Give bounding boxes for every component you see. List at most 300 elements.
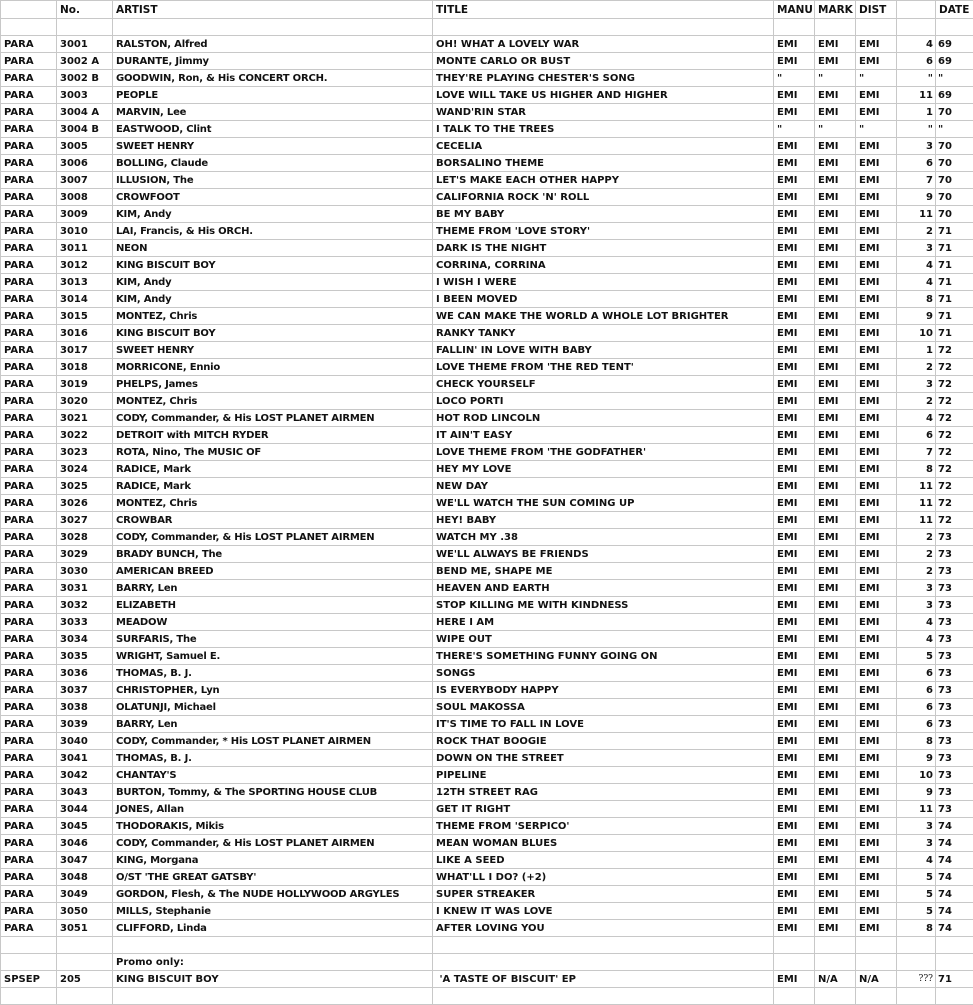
cell-label[interactable]: PARA bbox=[1, 614, 57, 631]
cell-label[interactable]: PARA bbox=[1, 631, 57, 648]
cell-artist[interactable]: BARRY, Len bbox=[113, 580, 433, 597]
cell-title[interactable]: PIPELINE bbox=[433, 767, 774, 784]
cell-label[interactable]: PARA bbox=[1, 750, 57, 767]
cell-artist[interactable]: CODY, Commander, & His LOST PLANET AIRMEN bbox=[113, 835, 433, 852]
cell-year[interactable]: 73 bbox=[936, 631, 973, 648]
cell-year[interactable]: 71 bbox=[936, 971, 973, 988]
cell-manu[interactable]: EMI bbox=[774, 308, 815, 325]
cell-dist[interactable]: EMI bbox=[856, 546, 897, 563]
empty-cell[interactable] bbox=[57, 19, 113, 36]
cell-year[interactable]: 72 bbox=[936, 393, 973, 410]
cell-month[interactable]: 6 bbox=[897, 716, 936, 733]
cell-month[interactable]: 1 bbox=[897, 342, 936, 359]
cell-title[interactable]: BEND ME, SHAPE ME bbox=[433, 563, 774, 580]
cell-dist[interactable]: EMI bbox=[856, 852, 897, 869]
cell-dist[interactable]: EMI bbox=[856, 563, 897, 580]
cell-title[interactable]: WAND'RIN STAR bbox=[433, 104, 774, 121]
cell-manu[interactable]: EMI bbox=[774, 750, 815, 767]
empty-cell[interactable] bbox=[815, 937, 856, 954]
empty-cell[interactable] bbox=[815, 954, 856, 971]
cell-artist[interactable]: DETROIT with MITCH RYDER bbox=[113, 427, 433, 444]
cell-label[interactable]: PARA bbox=[1, 580, 57, 597]
cell-title[interactable]: SOUL MAKOSSA bbox=[433, 699, 774, 716]
cell-artist[interactable]: CHANTAY'S bbox=[113, 767, 433, 784]
cell-mark[interactable]: EMI bbox=[815, 767, 856, 784]
cell-label[interactable]: PARA bbox=[1, 444, 57, 461]
cell-manu[interactable]: EMI bbox=[774, 240, 815, 257]
cell-label[interactable]: PARA bbox=[1, 138, 57, 155]
cell-number[interactable]: 3038 bbox=[57, 699, 113, 716]
empty-cell[interactable] bbox=[433, 937, 774, 954]
cell-label[interactable]: PARA bbox=[1, 665, 57, 682]
cell-mark[interactable]: EMI bbox=[815, 699, 856, 716]
cell-manu[interactable]: EMI bbox=[774, 665, 815, 682]
cell-artist[interactable]: KING BISCUIT BOY bbox=[113, 257, 433, 274]
cell-title[interactable]: SONGS bbox=[433, 665, 774, 682]
cell-artist[interactable]: MORRICONE, Ennio bbox=[113, 359, 433, 376]
cell-month[interactable]: 5 bbox=[897, 886, 936, 903]
cell-label[interactable]: PARA bbox=[1, 920, 57, 937]
cell-number[interactable]: 3034 bbox=[57, 631, 113, 648]
cell-title[interactable]: MONTE CARLO OR BUST bbox=[433, 53, 774, 70]
cell-number[interactable]: 3019 bbox=[57, 376, 113, 393]
cell-number[interactable]: 3004 A bbox=[57, 104, 113, 121]
cell-number[interactable]: 3035 bbox=[57, 648, 113, 665]
cell-month[interactable]: 7 bbox=[897, 172, 936, 189]
empty-cell[interactable] bbox=[57, 988, 113, 1005]
cell-label[interactable]: PARA bbox=[1, 597, 57, 614]
cell-manu[interactable]: EMI bbox=[774, 393, 815, 410]
cell-year[interactable]: 72 bbox=[936, 478, 973, 495]
header-date[interactable]: DATE bbox=[936, 1, 973, 19]
empty-cell[interactable] bbox=[936, 937, 973, 954]
cell-title[interactable]: BORSALINO THEME bbox=[433, 155, 774, 172]
header-title[interactable]: TITLE bbox=[433, 1, 774, 19]
cell-label[interactable]: PARA bbox=[1, 903, 57, 920]
cell-title[interactable]: LOVE WILL TAKE US HIGHER AND HIGHER bbox=[433, 87, 774, 104]
cell-label[interactable]: PARA bbox=[1, 53, 57, 70]
cell-mark[interactable]: EMI bbox=[815, 750, 856, 767]
cell-year[interactable]: 73 bbox=[936, 699, 973, 716]
cell-year[interactable]: 71 bbox=[936, 274, 973, 291]
cell-label[interactable]: PARA bbox=[1, 104, 57, 121]
cell-year[interactable]: 74 bbox=[936, 920, 973, 937]
cell-dist[interactable]: EMI bbox=[856, 631, 897, 648]
cell-label[interactable]: PARA bbox=[1, 835, 57, 852]
cell-title[interactable]: LOVE THEME FROM 'THE GODFATHER' bbox=[433, 444, 774, 461]
cell-number[interactable]: 3002 B bbox=[57, 70, 113, 87]
cell-dist[interactable]: EMI bbox=[856, 648, 897, 665]
cell-number[interactable]: 3010 bbox=[57, 223, 113, 240]
cell-month[interactable]: 4 bbox=[897, 274, 936, 291]
cell-year[interactable]: 71 bbox=[936, 291, 973, 308]
empty-cell[interactable] bbox=[897, 988, 936, 1005]
cell-label[interactable]: PARA bbox=[1, 784, 57, 801]
cell-label[interactable]: PARA bbox=[1, 818, 57, 835]
cell-manu[interactable]: EMI bbox=[774, 614, 815, 631]
cell-number[interactable]: 3005 bbox=[57, 138, 113, 155]
cell-dist[interactable]: EMI bbox=[856, 104, 897, 121]
cell-label[interactable]: PARA bbox=[1, 699, 57, 716]
cell-title[interactable]: IT'S TIME TO FALL IN LOVE bbox=[433, 716, 774, 733]
cell-month[interactable]: 4 bbox=[897, 631, 936, 648]
cell-label[interactable]: PARA bbox=[1, 257, 57, 274]
cell-year[interactable]: 74 bbox=[936, 903, 973, 920]
cell-title[interactable]: LOVE THEME FROM 'THE RED TENT' bbox=[433, 359, 774, 376]
empty-cell[interactable] bbox=[113, 937, 433, 954]
cell-number[interactable]: 3050 bbox=[57, 903, 113, 920]
cell-artist[interactable]: KING, Morgana bbox=[113, 852, 433, 869]
cell-manu[interactable]: " bbox=[774, 70, 815, 87]
cell-mark[interactable]: EMI bbox=[815, 461, 856, 478]
cell-title[interactable]: HERE I AM bbox=[433, 614, 774, 631]
cell-year[interactable]: 73 bbox=[936, 784, 973, 801]
cell-dist[interactable]: EMI bbox=[856, 767, 897, 784]
cell-label[interactable]: SPSEP bbox=[1, 971, 57, 988]
cell-dist[interactable]: EMI bbox=[856, 886, 897, 903]
cell-mark[interactable]: EMI bbox=[815, 104, 856, 121]
cell-label[interactable]: PARA bbox=[1, 121, 57, 138]
cell-artist[interactable]: RADICE, Mark bbox=[113, 478, 433, 495]
empty-cell[interactable] bbox=[57, 954, 113, 971]
cell-month[interactable]: 3 bbox=[897, 835, 936, 852]
cell-artist[interactable]: RADICE, Mark bbox=[113, 461, 433, 478]
cell-month[interactable]: 2 bbox=[897, 223, 936, 240]
cell-title[interactable]: BE MY BABY bbox=[433, 206, 774, 223]
cell-label[interactable]: PARA bbox=[1, 495, 57, 512]
cell-number[interactable]: 3004 B bbox=[57, 121, 113, 138]
cell-mark[interactable]: EMI bbox=[815, 376, 856, 393]
cell-title[interactable]: I BEEN MOVED bbox=[433, 291, 774, 308]
cell-label[interactable]: PARA bbox=[1, 87, 57, 104]
cell-dist[interactable]: EMI bbox=[856, 733, 897, 750]
cell-artist[interactable]: CODY, Commander, & His LOST PLANET AIRMEN bbox=[113, 410, 433, 427]
cell-artist[interactable]: MARVIN, Lee bbox=[113, 104, 433, 121]
cell-number[interactable]: 3006 bbox=[57, 155, 113, 172]
cell-artist[interactable]: SURFARIS, The bbox=[113, 631, 433, 648]
cell-number[interactable]: 3027 bbox=[57, 512, 113, 529]
cell-artist[interactable]: BARRY, Len bbox=[113, 716, 433, 733]
cell-mark[interactable]: EMI bbox=[815, 155, 856, 172]
cell-year[interactable]: 71 bbox=[936, 257, 973, 274]
cell-month[interactable]: 6 bbox=[897, 699, 936, 716]
empty-cell[interactable] bbox=[433, 954, 774, 971]
cell-label[interactable]: PARA bbox=[1, 172, 57, 189]
cell-artist[interactable]: DURANTE, Jimmy bbox=[113, 53, 433, 70]
cell-manu[interactable]: EMI bbox=[774, 580, 815, 597]
cell-dist[interactable]: EMI bbox=[856, 903, 897, 920]
cell-month[interactable]: 2 bbox=[897, 546, 936, 563]
cell-number[interactable]: 3017 bbox=[57, 342, 113, 359]
cell-title[interactable]: HEAVEN AND EARTH bbox=[433, 580, 774, 597]
empty-cell[interactable] bbox=[113, 988, 433, 1005]
cell-mark[interactable]: EMI bbox=[815, 665, 856, 682]
cell-dist[interactable]: EMI bbox=[856, 257, 897, 274]
cell-number[interactable]: 3021 bbox=[57, 410, 113, 427]
cell-year[interactable]: 70 bbox=[936, 138, 973, 155]
cell-title[interactable]: CALIFORNIA ROCK 'N' ROLL bbox=[433, 189, 774, 206]
cell-dist[interactable]: EMI bbox=[856, 920, 897, 937]
cell-artist[interactable]: CROWFOOT bbox=[113, 189, 433, 206]
cell-label[interactable]: PARA bbox=[1, 325, 57, 342]
cell-title[interactable]: GET IT RIGHT bbox=[433, 801, 774, 818]
cell-title[interactable]: SUPER STREAKER bbox=[433, 886, 774, 903]
cell-manu[interactable]: EMI bbox=[774, 716, 815, 733]
cell-artist[interactable]: SWEET HENRY bbox=[113, 342, 433, 359]
cell-manu[interactable]: EMI bbox=[774, 291, 815, 308]
cell-month[interactable]: 9 bbox=[897, 784, 936, 801]
cell-year[interactable]: 70 bbox=[936, 172, 973, 189]
cell-year[interactable]: 73 bbox=[936, 750, 973, 767]
cell-title[interactable]: THEY'RE PLAYING CHESTER'S SONG bbox=[433, 70, 774, 87]
empty-cell[interactable] bbox=[936, 988, 973, 1005]
cell-label[interactable]: PARA bbox=[1, 869, 57, 886]
cell-dist[interactable]: EMI bbox=[856, 614, 897, 631]
cell-label[interactable]: PARA bbox=[1, 461, 57, 478]
cell-manu[interactable]: EMI bbox=[774, 648, 815, 665]
cell-artist[interactable]: KIM, Andy bbox=[113, 274, 433, 291]
cell-number[interactable]: 3011 bbox=[57, 240, 113, 257]
cell-year[interactable]: 73 bbox=[936, 597, 973, 614]
cell-mark[interactable]: EMI bbox=[815, 359, 856, 376]
cell-manu[interactable]: EMI bbox=[774, 461, 815, 478]
cell-manu[interactable]: EMI bbox=[774, 53, 815, 70]
cell-number[interactable]: 3041 bbox=[57, 750, 113, 767]
cell-artist[interactable]: GOODWIN, Ron, & His CONCERT ORCH. bbox=[113, 70, 433, 87]
cell-title[interactable]: CECELIA bbox=[433, 138, 774, 155]
empty-cell[interactable] bbox=[1, 954, 57, 971]
empty-cell[interactable] bbox=[57, 937, 113, 954]
cell-dist[interactable]: EMI bbox=[856, 784, 897, 801]
cell-label[interactable]: PARA bbox=[1, 70, 57, 87]
cell-month[interactable]: 2 bbox=[897, 563, 936, 580]
cell-artist[interactable]: PEOPLE bbox=[113, 87, 433, 104]
cell-number[interactable]: 3029 bbox=[57, 546, 113, 563]
cell-artist[interactable]: CLIFFORD, Linda bbox=[113, 920, 433, 937]
header-dist[interactable]: DIST bbox=[856, 1, 897, 19]
cell-number[interactable]: 3039 bbox=[57, 716, 113, 733]
cell-month[interactable]: 6 bbox=[897, 155, 936, 172]
header-mark[interactable]: MARK bbox=[815, 1, 856, 19]
cell-month[interactable]: 6 bbox=[897, 665, 936, 682]
cell-label[interactable]: PARA bbox=[1, 223, 57, 240]
cell-manu[interactable]: EMI bbox=[774, 172, 815, 189]
cell-mark[interactable]: EMI bbox=[815, 172, 856, 189]
cell-label[interactable]: PARA bbox=[1, 206, 57, 223]
cell-dist[interactable]: EMI bbox=[856, 359, 897, 376]
cell-month[interactable]: ??? bbox=[897, 971, 936, 988]
cell-title[interactable]: WE'LL ALWAYS BE FRIENDS bbox=[433, 546, 774, 563]
cell-number[interactable]: 3048 bbox=[57, 869, 113, 886]
cell-month[interactable]: 4 bbox=[897, 257, 936, 274]
cell-mark[interactable]: EMI bbox=[815, 631, 856, 648]
cell-dist[interactable]: EMI bbox=[856, 274, 897, 291]
cell-year[interactable]: 70 bbox=[936, 206, 973, 223]
cell-month[interactable]: 10 bbox=[897, 325, 936, 342]
cell-year[interactable]: 74 bbox=[936, 869, 973, 886]
cell-manu[interactable]: EMI bbox=[774, 784, 815, 801]
cell-title[interactable]: OH! WHAT A LOVELY WAR bbox=[433, 36, 774, 53]
empty-cell[interactable] bbox=[815, 19, 856, 36]
cell-mark[interactable]: EMI bbox=[815, 138, 856, 155]
cell-manu[interactable]: EMI bbox=[774, 971, 815, 988]
cell-month[interactable]: 7 bbox=[897, 444, 936, 461]
cell-month[interactable]: 6 bbox=[897, 682, 936, 699]
cell-dist[interactable]: EMI bbox=[856, 597, 897, 614]
cell-mark[interactable]: EMI bbox=[815, 682, 856, 699]
cell-label[interactable]: PARA bbox=[1, 155, 57, 172]
cell-manu[interactable]: EMI bbox=[774, 767, 815, 784]
cell-title[interactable]: 12TH STREET RAG bbox=[433, 784, 774, 801]
cell-label[interactable]: PARA bbox=[1, 716, 57, 733]
cell-dist[interactable]: EMI bbox=[856, 308, 897, 325]
cell-mark[interactable]: EMI bbox=[815, 87, 856, 104]
cell-year[interactable]: 73 bbox=[936, 546, 973, 563]
cell-year[interactable]: 72 bbox=[936, 461, 973, 478]
empty-cell[interactable] bbox=[774, 937, 815, 954]
cell-dist[interactable]: EMI bbox=[856, 461, 897, 478]
cell-manu[interactable]: EMI bbox=[774, 529, 815, 546]
cell-number[interactable]: 3045 bbox=[57, 818, 113, 835]
cell-title[interactable]: HEY! BABY bbox=[433, 512, 774, 529]
cell-mark[interactable]: EMI bbox=[815, 206, 856, 223]
cell-number[interactable]: 3026 bbox=[57, 495, 113, 512]
cell-number[interactable]: 3003 bbox=[57, 87, 113, 104]
cell-dist[interactable]: EMI bbox=[856, 189, 897, 206]
cell-mark[interactable]: EMI bbox=[815, 546, 856, 563]
cell-year[interactable]: 72 bbox=[936, 444, 973, 461]
cell-mark[interactable]: EMI bbox=[815, 852, 856, 869]
cell-manu[interactable]: EMI bbox=[774, 597, 815, 614]
cell-mark[interactable]: EMI bbox=[815, 716, 856, 733]
cell-artist[interactable]: RALSTON, Alfred bbox=[113, 36, 433, 53]
header-month[interactable] bbox=[897, 1, 936, 19]
cell-dist[interactable]: EMI bbox=[856, 665, 897, 682]
cell-year[interactable]: 74 bbox=[936, 852, 973, 869]
cell-manu[interactable]: EMI bbox=[774, 104, 815, 121]
empty-cell[interactable] bbox=[774, 954, 815, 971]
cell-month[interactable]: 11 bbox=[897, 206, 936, 223]
cell-title[interactable]: IS EVERYBODY HAPPY bbox=[433, 682, 774, 699]
header-number[interactable]: No. bbox=[57, 1, 113, 19]
cell-mark[interactable]: EMI bbox=[815, 274, 856, 291]
cell-manu[interactable]: EMI bbox=[774, 87, 815, 104]
cell-manu[interactable]: EMI bbox=[774, 36, 815, 53]
cell-number[interactable]: 3009 bbox=[57, 206, 113, 223]
cell-month[interactable]: " bbox=[897, 121, 936, 138]
cell-manu[interactable]: " bbox=[774, 121, 815, 138]
cell-artist[interactable]: OLATUNJI, Michael bbox=[113, 699, 433, 716]
cell-manu[interactable]: EMI bbox=[774, 801, 815, 818]
cell-artist[interactable]: ILLUSION, The bbox=[113, 172, 433, 189]
empty-cell[interactable] bbox=[897, 954, 936, 971]
cell-year[interactable]: 71 bbox=[936, 308, 973, 325]
cell-label[interactable]: PARA bbox=[1, 342, 57, 359]
cell-manu[interactable]: EMI bbox=[774, 563, 815, 580]
cell-month[interactable]: 9 bbox=[897, 750, 936, 767]
cell-number[interactable]: 3007 bbox=[57, 172, 113, 189]
cell-year[interactable]: 73 bbox=[936, 682, 973, 699]
cell-artist[interactable]: EASTWOOD, Clint bbox=[113, 121, 433, 138]
cell-number[interactable]: 3018 bbox=[57, 359, 113, 376]
cell-artist[interactable]: MONTEZ, Chris bbox=[113, 393, 433, 410]
cell-number[interactable]: 3024 bbox=[57, 461, 113, 478]
cell-title[interactable]: I TALK TO THE TREES bbox=[433, 121, 774, 138]
cell-mark[interactable]: EMI bbox=[815, 529, 856, 546]
cell-manu[interactable]: EMI bbox=[774, 325, 815, 342]
cell-artist[interactable]: ELIZABETH bbox=[113, 597, 433, 614]
cell-artist[interactable]: SWEET HENRY bbox=[113, 138, 433, 155]
cell-month[interactable]: 9 bbox=[897, 308, 936, 325]
cell-month[interactable]: 11 bbox=[897, 801, 936, 818]
cell-mark[interactable]: EMI bbox=[815, 223, 856, 240]
cell-dist[interactable]: EMI bbox=[856, 325, 897, 342]
cell-dist[interactable]: EMI bbox=[856, 869, 897, 886]
cell-mark[interactable]: EMI bbox=[815, 801, 856, 818]
cell-title[interactable]: HOT ROD LINCOLN bbox=[433, 410, 774, 427]
cell-month[interactable]: 2 bbox=[897, 529, 936, 546]
cell-number[interactable]: 3016 bbox=[57, 325, 113, 342]
cell-label[interactable]: PARA bbox=[1, 801, 57, 818]
cell-mark[interactable]: EMI bbox=[815, 257, 856, 274]
cell-label[interactable]: PARA bbox=[1, 189, 57, 206]
cell-month[interactable]: 4 bbox=[897, 852, 936, 869]
cell-number[interactable]: 3030 bbox=[57, 563, 113, 580]
cell-manu[interactable]: EMI bbox=[774, 682, 815, 699]
cell-dist[interactable]: EMI bbox=[856, 427, 897, 444]
cell-mark[interactable]: EMI bbox=[815, 818, 856, 835]
cell-artist[interactable]: KING BISCUIT BOY bbox=[113, 325, 433, 342]
empty-cell[interactable] bbox=[856, 954, 897, 971]
cell-mark[interactable]: EMI bbox=[815, 410, 856, 427]
cell-title[interactable]: LOCO PORTI bbox=[433, 393, 774, 410]
cell-month[interactable]: 8 bbox=[897, 733, 936, 750]
cell-month[interactable]: 3 bbox=[897, 138, 936, 155]
cell-title[interactable]: RANKY TANKY bbox=[433, 325, 774, 342]
cell-dist[interactable]: EMI bbox=[856, 410, 897, 427]
cell-number[interactable]: 3023 bbox=[57, 444, 113, 461]
empty-cell[interactable] bbox=[815, 988, 856, 1005]
cell-label[interactable]: PARA bbox=[1, 682, 57, 699]
cell-year[interactable]: 73 bbox=[936, 767, 973, 784]
cell-mark[interactable]: " bbox=[815, 70, 856, 87]
cell-year[interactable]: 72 bbox=[936, 376, 973, 393]
cell-number[interactable]: 3043 bbox=[57, 784, 113, 801]
cell-year[interactable]: 70 bbox=[936, 155, 973, 172]
cell-dist[interactable]: EMI bbox=[856, 716, 897, 733]
cell-title[interactable]: HEY MY LOVE bbox=[433, 461, 774, 478]
cell-artist[interactable]: MEADOW bbox=[113, 614, 433, 631]
cell-month[interactable]: 3 bbox=[897, 240, 936, 257]
cell-month[interactable]: 3 bbox=[897, 597, 936, 614]
cell-dist[interactable]: EMI bbox=[856, 801, 897, 818]
cell-label[interactable]: PARA bbox=[1, 36, 57, 53]
cell-label[interactable]: PARA bbox=[1, 376, 57, 393]
cell-mark[interactable]: N/A bbox=[815, 971, 856, 988]
cell-artist[interactable]: ROTA, Nino, The MUSIC OF bbox=[113, 444, 433, 461]
cell-dist[interactable]: EMI bbox=[856, 444, 897, 461]
cell-mark[interactable]: EMI bbox=[815, 478, 856, 495]
cell-title[interactable]: THEME FROM 'LOVE STORY' bbox=[433, 223, 774, 240]
cell-label[interactable]: PARA bbox=[1, 546, 57, 563]
cell-mark[interactable]: EMI bbox=[815, 597, 856, 614]
cell-artist[interactable]: MONTEZ, Chris bbox=[113, 308, 433, 325]
cell-title[interactable]: ROCK THAT BOOGIE bbox=[433, 733, 774, 750]
cell-year[interactable]: 73 bbox=[936, 580, 973, 597]
cell-number[interactable]: 3042 bbox=[57, 767, 113, 784]
cell-year[interactable]: 71 bbox=[936, 223, 973, 240]
cell-number[interactable]: 3037 bbox=[57, 682, 113, 699]
